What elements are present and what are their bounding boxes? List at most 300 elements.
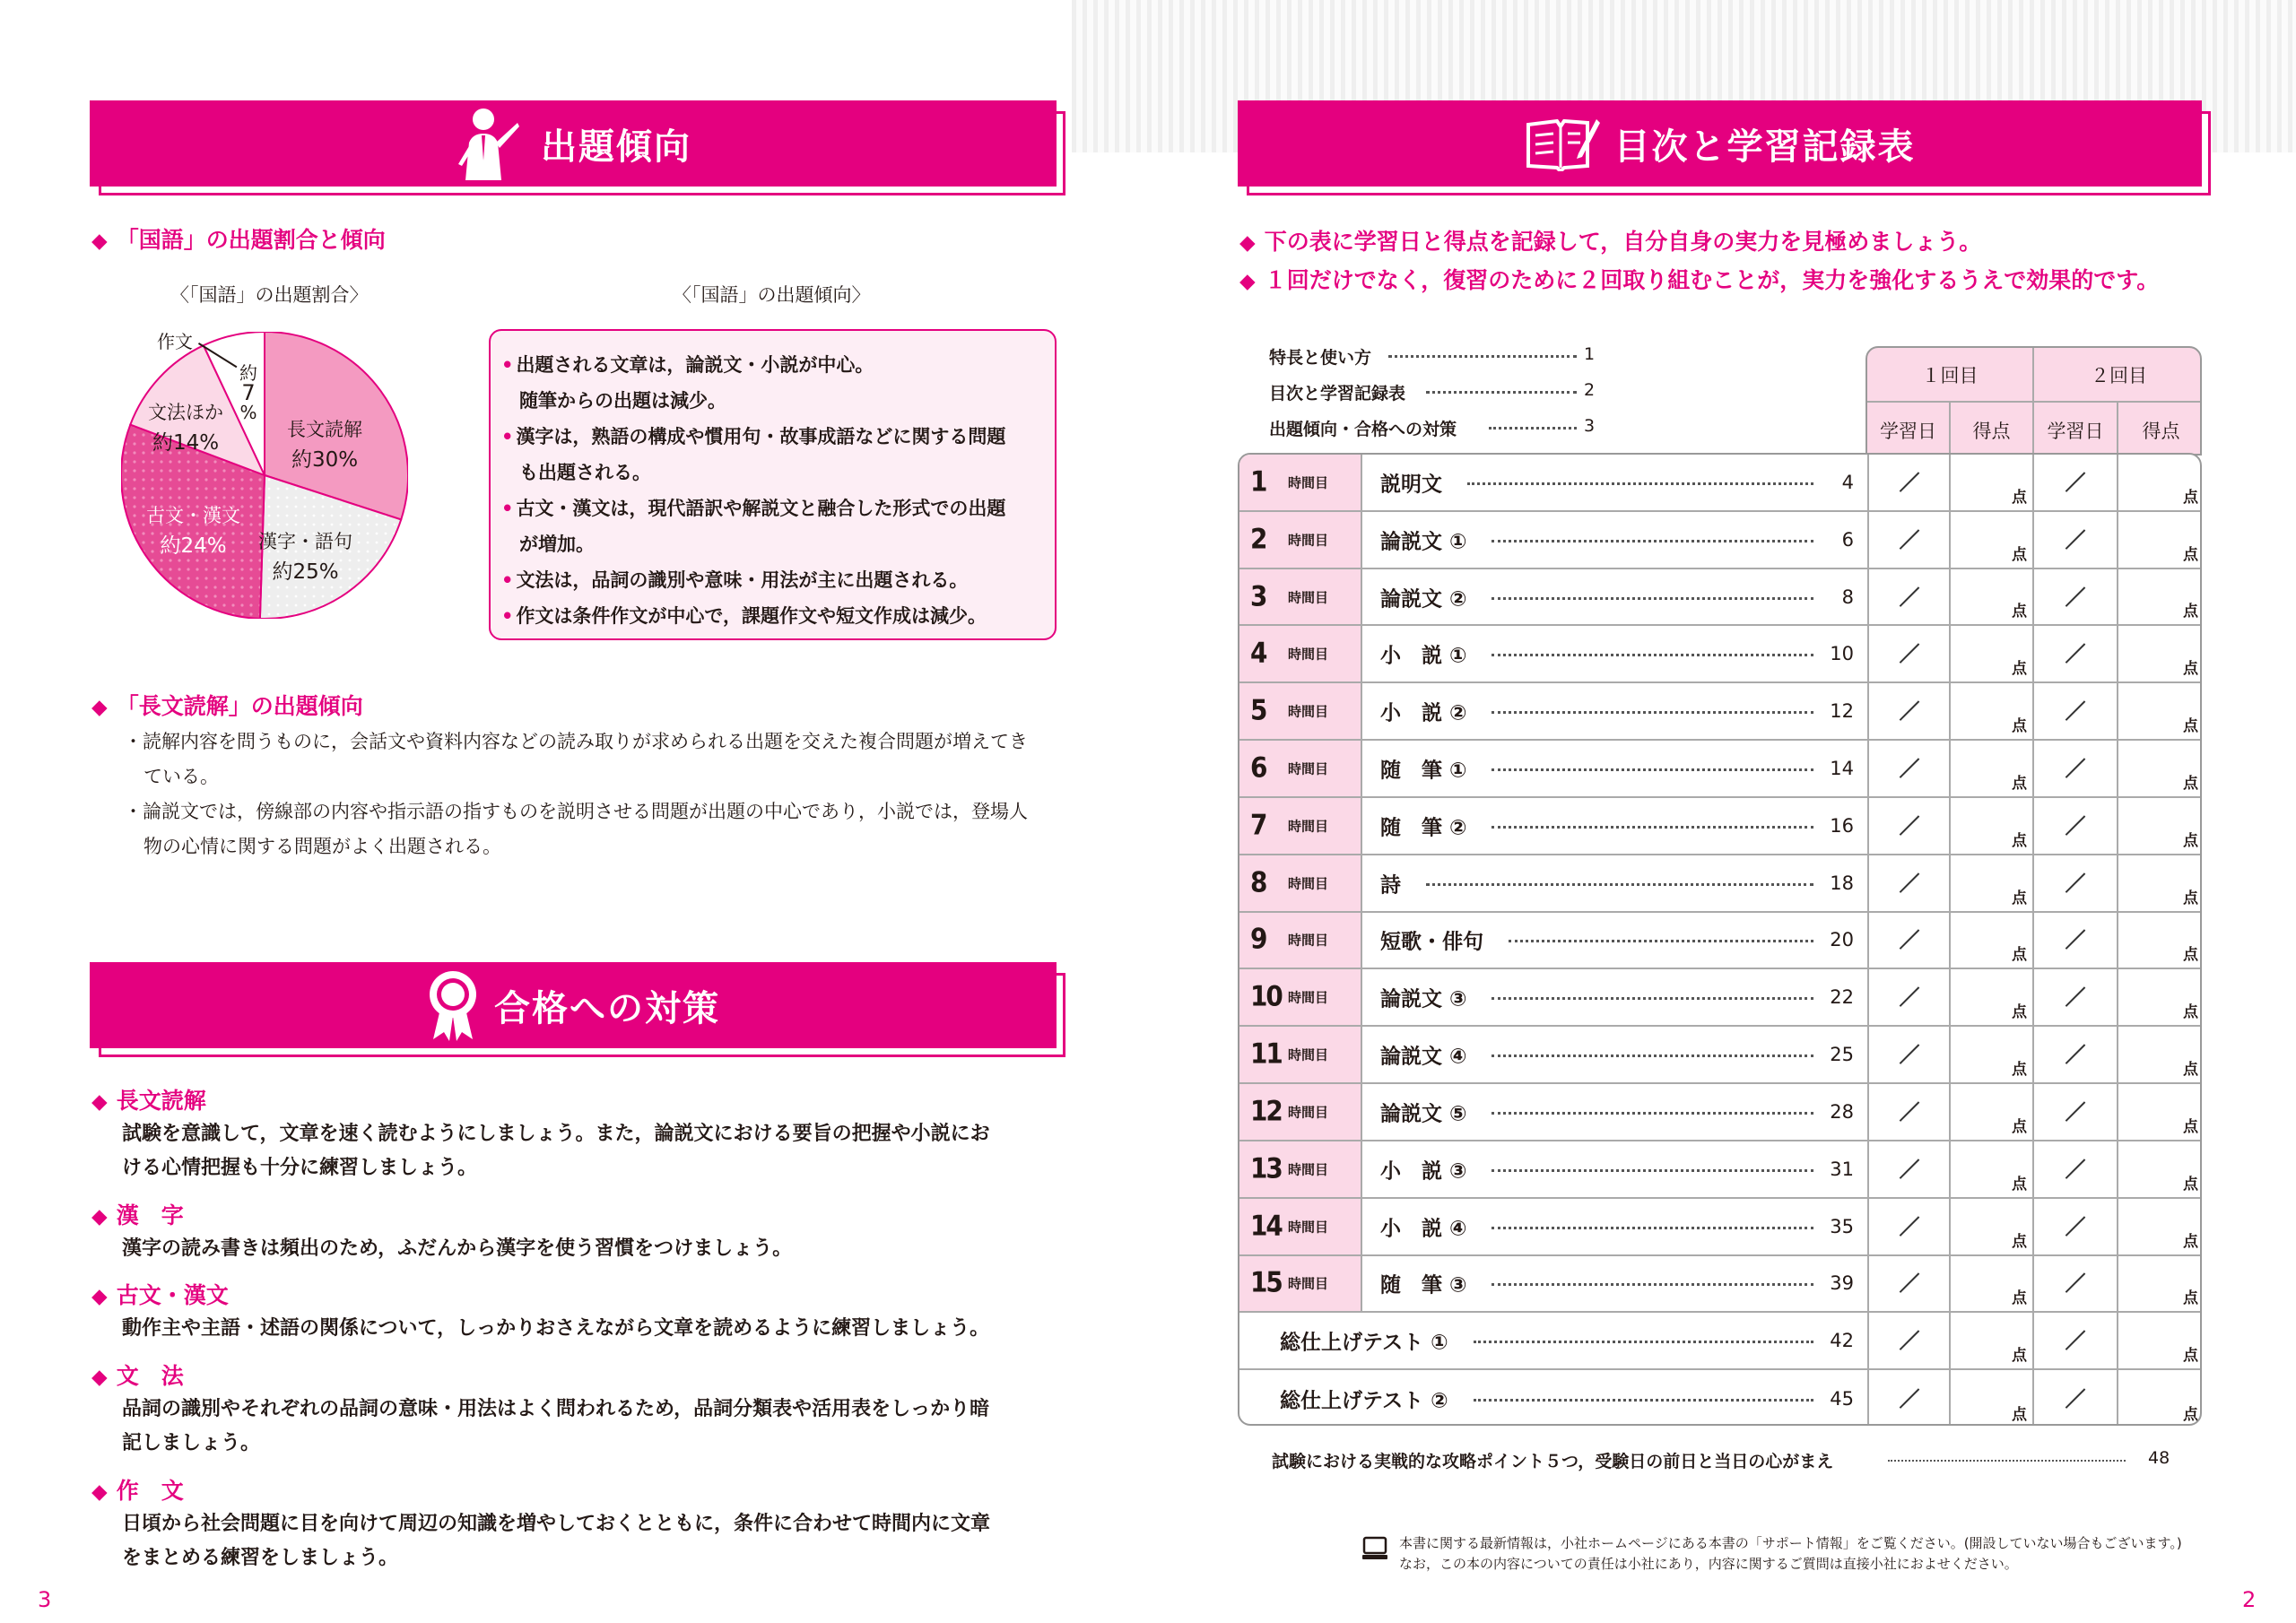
toc-pre-leader	[1388, 355, 1577, 358]
lesson-title[interactable]: 論説文 ⑤	[1380, 1102, 1467, 1126]
lesson-title[interactable]: 論説文 ②	[1380, 587, 1467, 612]
score-unit: 点	[2012, 717, 2027, 736]
score-cell[interactable]	[1951, 1256, 2034, 1312]
toc-leader	[1474, 1399, 1813, 1402]
study-date-cell[interactable]	[1867, 683, 1951, 739]
score-cell[interactable]	[2118, 1313, 2202, 1368]
study-date-cell[interactable]	[2034, 855, 2118, 911]
score-cell[interactable]	[1951, 1027, 2034, 1082]
lesson-title[interactable]: 説明文	[1380, 473, 1442, 497]
trend-item-cont: 随筆からの出題は減少。	[519, 390, 726, 412]
hour-label: 時間目	[1288, 646, 1329, 663]
score-cell[interactable]	[1951, 455, 2034, 510]
toc-pre-item[interactable]: 特長と使い方	[1269, 348, 1372, 368]
hour-cell	[1239, 683, 1362, 739]
lesson-page: 25	[1830, 1044, 1854, 1066]
date-slash	[2066, 930, 2086, 950]
diamond-icon: ◆	[91, 1205, 108, 1228]
date-slash	[2066, 472, 2086, 492]
study-date-cell[interactable]	[2034, 569, 2118, 625]
hour-number: 13	[1250, 1152, 1282, 1185]
study-date-cell[interactable]	[1867, 798, 1951, 854]
score-cell[interactable]	[2118, 1256, 2202, 1312]
trend-item-cont: も出題される。	[519, 462, 651, 483]
lesson-page: 42	[1830, 1330, 1854, 1352]
date-slash	[2066, 1044, 2086, 1064]
pie-label-kobun: 古文・漢文 約24%	[146, 505, 240, 558]
record-row	[1239, 913, 2202, 970]
subsection-ratio-heading: ◆ 「国語」の出題割合と傾向	[91, 227, 386, 253]
diamond-icon: ◆	[1239, 231, 1256, 255]
hour-cell	[1239, 798, 1362, 854]
lesson-title[interactable]: 随 筆 ②	[1380, 816, 1467, 840]
score-cell[interactable]	[1951, 569, 2034, 625]
score-cell[interactable]	[1951, 512, 2034, 568]
date-slash	[2066, 586, 2086, 607]
date-slash	[2066, 700, 2086, 721]
header-date-2: 学習日	[2034, 403, 2118, 456]
lesson-title[interactable]: 随 筆 ③	[1380, 1273, 1467, 1298]
study-date-cell[interactable]	[1867, 1027, 1951, 1082]
hour-cell	[1239, 1141, 1362, 1197]
record-row	[1239, 569, 2202, 627]
toc-leader	[1492, 997, 1813, 1000]
trend-item: • 文法は，品詞の識別や意味・用法が主に出題される。	[501, 569, 969, 591]
lesson-title[interactable]: 随 筆 ①	[1380, 759, 1467, 783]
lesson-page: 20	[1830, 929, 1854, 951]
date-slash	[2066, 987, 2086, 1008]
hour-cell	[1239, 569, 1362, 625]
study-date-cell[interactable]	[1867, 969, 1951, 1025]
score-unit: 点	[2012, 1003, 2027, 1022]
score-unit: 点	[2183, 889, 2198, 907]
score-unit: 点	[2012, 889, 2027, 907]
score-cell[interactable]	[2118, 913, 2202, 968]
lesson-title[interactable]: 小 説 ④	[1380, 1217, 1467, 1241]
hour-number: 6	[1250, 751, 1266, 785]
section-title-measures	[90, 962, 1057, 1048]
study-date-cell[interactable]	[2034, 1141, 2118, 1197]
score-unit: 点	[2012, 488, 2027, 507]
pie-value-sakubun: 約 7 %	[239, 362, 257, 423]
study-date-cell[interactable]	[1867, 1256, 1951, 1312]
record-row	[1239, 626, 2202, 683]
hour-number: 12	[1250, 1095, 1282, 1128]
score-unit: 点	[2183, 946, 2198, 965]
trend-title: 出題傾向	[541, 126, 691, 168]
header-date-1: 学習日	[1867, 403, 1951, 456]
score-cell[interactable]	[1951, 1141, 2034, 1197]
score-cell[interactable]	[2118, 569, 2202, 625]
study-date-cell[interactable]	[1867, 1199, 1951, 1254]
score-unit: 点	[2012, 1232, 2027, 1251]
date-slash	[1899, 644, 1919, 664]
score-unit: 点	[2012, 1061, 2027, 1080]
hour-label: 時間目	[1288, 1046, 1329, 1063]
score-cell[interactable]	[2118, 512, 2202, 568]
date-slash	[2066, 1388, 2086, 1409]
score-cell[interactable]	[1951, 1199, 2034, 1254]
date-slash	[1899, 586, 1919, 607]
score-unit: 点	[2183, 545, 2198, 564]
record-row	[1239, 455, 2202, 512]
section-title-trend	[90, 100, 1057, 187]
tip-choubun: ◆ 長文読解 試験を意識して，文章を速く読むようにしましょう。また，論説文における要旨の把握や小説にお ける心情把握も十分に練習しましょう。	[91, 1088, 990, 1179]
study-date-cell[interactable]	[1867, 455, 1951, 510]
toc-bottom-item[interactable]: 試験における実戦的な攻略ポイント５つ，受験日の前日と当日の心がまえ	[1272, 1452, 1834, 1471]
study-date-cell[interactable]	[2034, 626, 2118, 681]
lesson-page: 18	[1830, 872, 1854, 894]
toc-leader	[1492, 1283, 1813, 1286]
lesson-title[interactable]: 小 説 ②	[1380, 701, 1467, 725]
hour-label: 時間目	[1288, 589, 1329, 606]
score-cell[interactable]	[1951, 798, 2034, 854]
hour-cell	[1239, 1027, 1362, 1082]
score-cell[interactable]	[2118, 1370, 2202, 1426]
tip-kanji: ◆ 漢 字 漢字の読み書きは頻出のため，ふだんから漢字を使う習慣をつけましょう。	[91, 1202, 793, 1260]
study-date-cell[interactable]	[2034, 913, 2118, 968]
study-date-cell[interactable]	[2034, 1256, 2118, 1312]
date-slash	[1899, 472, 1919, 492]
score-cell[interactable]	[2118, 455, 2202, 510]
study-date-cell[interactable]	[1867, 1370, 1951, 1426]
record-row	[1239, 1027, 2202, 1084]
hour-label: 時間目	[1288, 932, 1329, 949]
score-unit: 点	[2183, 1232, 2198, 1251]
toc-bottom-page: 48	[2148, 1448, 2170, 1468]
score-unit: 点	[2183, 1061, 2198, 1080]
toc-leader	[1492, 826, 1813, 829]
hour-cell	[1239, 1084, 1362, 1140]
toc-leader	[1492, 597, 1813, 600]
toc-pre-leader	[1489, 427, 1577, 430]
lesson-page: 6	[1841, 528, 1854, 551]
toc-title: 目次と学習記録表	[1613, 126, 1916, 168]
date-slash	[1899, 529, 1919, 550]
toc-note-1: ◆ 下の表に学習日と得点を記録して，自分自身の実力を見極めましょう。	[1239, 229, 1982, 255]
toc-leader	[1492, 1169, 1813, 1172]
lesson-page: 12	[1830, 700, 1854, 723]
header-first-attempt: １回目	[1867, 348, 2034, 403]
score-cell[interactable]	[1951, 626, 2034, 681]
lesson-page: 16	[1830, 814, 1854, 837]
date-slash	[2066, 1159, 2086, 1179]
score-cell[interactable]	[2118, 969, 2202, 1025]
diamond-icon: ◆	[91, 1366, 108, 1389]
hour-cell	[1239, 741, 1362, 796]
header-score-1: 得点	[1951, 403, 2034, 456]
date-slash	[1899, 1101, 1919, 1122]
study-date-cell[interactable]	[2034, 455, 2118, 510]
score-cell[interactable]	[1951, 1313, 2034, 1368]
study-date-cell[interactable]	[2034, 798, 2118, 854]
score-cell[interactable]	[2118, 1141, 2202, 1197]
diamond-icon: ◆	[1239, 270, 1256, 293]
study-date-cell[interactable]	[2034, 741, 2118, 796]
score-unit: 点	[2012, 1117, 2027, 1136]
score-cell[interactable]	[2118, 1199, 2202, 1254]
hour-cell	[1239, 913, 1362, 968]
hour-label: 時間目	[1288, 703, 1329, 720]
hour-label: 時間目	[1288, 1219, 1329, 1236]
study-date-cell[interactable]	[2034, 1027, 2118, 1082]
study-date-cell[interactable]	[2034, 1199, 2118, 1254]
toc-leader	[1492, 1055, 1813, 1057]
date-slash	[1899, 758, 1919, 778]
lesson-page: 39	[1830, 1272, 1854, 1295]
record-row	[1239, 1199, 2202, 1256]
score-cell[interactable]	[2118, 683, 2202, 739]
study-date-cell[interactable]	[1867, 512, 1951, 568]
date-slash	[2066, 815, 2086, 836]
study-date-cell[interactable]	[2034, 1084, 2118, 1140]
study-date-cell[interactable]	[1867, 1141, 1951, 1197]
hour-label: 時間目	[1288, 1104, 1329, 1121]
score-unit: 点	[2183, 1117, 2198, 1136]
score-cell[interactable]	[2118, 798, 2202, 854]
record-table	[1238, 453, 2202, 1426]
lesson-page: 35	[1830, 1215, 1854, 1237]
study-date-cell[interactable]	[1867, 855, 1951, 911]
toc-leader	[1492, 654, 1813, 656]
hour-label: 時間目	[1288, 474, 1329, 491]
score-unit: 点	[2012, 660, 2027, 679]
study-date-cell[interactable]	[1867, 913, 1951, 968]
lesson-page: 28	[1830, 1100, 1854, 1123]
lesson-title[interactable]: 小 説 ③	[1380, 1159, 1467, 1184]
lesson-title[interactable]: 小 説 ①	[1380, 644, 1467, 668]
score-unit: 点	[2183, 1175, 2198, 1193]
pie-label-kanji: 漢字・語句 約25%	[258, 531, 352, 584]
hour-cell	[1239, 855, 1362, 911]
record-table-header	[1866, 346, 2202, 456]
score-unit: 点	[2012, 603, 2027, 621]
hour-number: 5	[1250, 694, 1266, 727]
hour-number: 9	[1250, 923, 1266, 956]
rosette-icon	[426, 969, 480, 1041]
toc-leader	[1509, 940, 1813, 942]
toc-leader	[1474, 1341, 1813, 1343]
record-row	[1239, 741, 2202, 798]
toc-pre-page: 2	[1584, 380, 1596, 400]
subsection-choubun-heading: ◆ 「長文読解」の出題傾向	[91, 693, 363, 719]
hour-cell	[1239, 455, 1362, 510]
footer-note-2: なお，この本の内容についての責任は小社にあり，内容に関するご質問は直接小社におよせください。	[1399, 1556, 2018, 1572]
date-slash	[1899, 815, 1919, 836]
score-unit: 点	[2183, 660, 2198, 679]
date-slash	[1899, 987, 1919, 1008]
hour-label: 時間目	[1288, 1275, 1329, 1292]
toc-pre-item[interactable]: 出題傾向・合格への対策	[1269, 420, 1457, 439]
study-date-cell[interactable]	[2034, 1313, 2118, 1368]
trend-item: • 出題される文章は，論説文・小説が中心。	[501, 354, 874, 376]
score-cell[interactable]	[2118, 626, 2202, 681]
score-unit: 点	[2183, 488, 2198, 507]
date-slash	[1899, 1044, 1919, 1064]
record-row	[1239, 512, 2202, 569]
toc-leader	[1426, 883, 1813, 886]
record-row	[1239, 1256, 2202, 1314]
study-date-cell[interactable]	[1867, 569, 1951, 625]
tip-bunpou: ◆ 文 法 品詞の識別やそれぞれの品詞の意味・用法はよく問われるため，品詞分類表や活用表をしっかり暗 記しましょう。	[91, 1363, 990, 1454]
score-cell[interactable]	[2118, 1084, 2202, 1140]
study-date-cell[interactable]	[1867, 741, 1951, 796]
trend-item-cont: が増加。	[519, 534, 595, 555]
diamond-icon: ◆	[91, 1285, 108, 1308]
record-row	[1239, 1313, 2202, 1370]
hour-number: 10	[1250, 980, 1282, 1013]
diamond-icon: ◆	[91, 230, 108, 253]
hour-number: 2	[1250, 522, 1266, 555]
trend-caption: 〈「国語」の出題傾向〉	[673, 284, 871, 306]
lesson-title[interactable]: 総仕上げテスト ②	[1280, 1389, 1448, 1413]
hour-number: 8	[1250, 865, 1266, 898]
score-cell[interactable]	[2118, 1027, 2202, 1082]
toc-pre-item[interactable]: 目次と学習記録表	[1269, 384, 1406, 404]
header-second-attempt: ２回目	[2034, 348, 2202, 403]
score-cell[interactable]	[1951, 683, 2034, 739]
hour-cell	[1239, 1256, 1362, 1312]
date-slash	[1899, 872, 1919, 893]
score-unit: 点	[2183, 1347, 2198, 1366]
hour-number: 11	[1250, 1037, 1282, 1071]
diamond-icon: ◆	[91, 1480, 108, 1504]
date-slash	[1899, 1159, 1919, 1179]
lesson-title[interactable]: 総仕上げテスト ①	[1280, 1331, 1448, 1355]
study-date-cell[interactable]	[2034, 512, 2118, 568]
lesson-title[interactable]: 論説文 ③	[1380, 987, 1467, 1011]
section-title-toc	[1238, 100, 2202, 187]
toc-leader	[1467, 482, 1813, 485]
diamond-icon: ◆	[91, 696, 108, 719]
hour-label: 時間目	[1288, 1161, 1329, 1178]
toc-leader	[1492, 540, 1813, 542]
toc-pre-page: 3	[1584, 416, 1596, 436]
date-slash	[2066, 872, 2086, 893]
date-slash	[1899, 1216, 1919, 1237]
header-score-2: 得点	[2142, 420, 2180, 442]
hour-label: 時間目	[1288, 818, 1329, 835]
hour-number: 15	[1250, 1266, 1282, 1299]
page-number-left: 3	[38, 1587, 52, 1612]
study-date-cell[interactable]	[1867, 1084, 1951, 1140]
hour-cell	[1239, 1199, 1362, 1254]
diamond-icon: ◆	[91, 1090, 108, 1114]
lesson-title[interactable]: 論説文 ①	[1380, 530, 1467, 554]
record-row	[1239, 855, 2202, 913]
score-cell[interactable]	[1951, 913, 2034, 968]
lesson-title[interactable]: 論説文 ④	[1380, 1045, 1467, 1069]
lesson-page: 8	[1841, 586, 1854, 608]
tip-kobun: ◆ 古文・漢文 動作主や主語・述語の関係について，しっかりおさえながら文章を読めるように練習しましょう。	[91, 1282, 990, 1340]
score-cell[interactable]	[1951, 1084, 2034, 1140]
hour-number: 14	[1250, 1209, 1282, 1242]
score-cell[interactable]	[1951, 741, 2034, 796]
computer-icon	[1361, 1536, 1388, 1561]
choubun-trend-text: ・読解内容を問うものに，会話文や資料内容などの読み取りが求められる出題を交えた複合問題が増えてき ている。 ・論説文では，傍線部の内容や指示語の指すものを説明させる問題が出題の中心であり，小説では，登場人 物の心情に関する問題がよく出題される。	[124, 731, 1028, 857]
date-slash	[1899, 930, 1919, 950]
measures-title: 合格への対策	[494, 987, 720, 1029]
score-unit: 点	[2183, 1405, 2198, 1424]
lesson-page: 31	[1830, 1158, 1854, 1180]
score-unit: 点	[2012, 545, 2027, 564]
lesson-page: 4	[1841, 471, 1854, 493]
record-row	[1239, 1370, 2202, 1426]
pie-caption: 〈「国語」の出題割合〉	[170, 284, 369, 306]
date-slash	[2066, 529, 2086, 550]
hour-label: 時間目	[1288, 532, 1329, 549]
hour-number: 1	[1250, 465, 1266, 499]
score-cell[interactable]	[1951, 1370, 2034, 1426]
hour-number: 3	[1250, 579, 1266, 612]
date-slash	[2066, 1216, 2086, 1237]
date-slash	[1899, 1388, 1919, 1409]
record-row	[1239, 1084, 2202, 1141]
hour-number: 7	[1250, 809, 1266, 842]
toc-leader	[1492, 711, 1813, 714]
hour-label: 時間目	[1288, 875, 1329, 892]
lesson-title[interactable]: 詩	[1380, 873, 1401, 898]
tip-sakubun: ◆ 作 文 日頃から社会問題に目を向けて周辺の知識を増やしておくとともに，条件に合わせて時間内に文章 をまとめる練習をしましょう。	[91, 1478, 991, 1569]
record-row	[1239, 969, 2202, 1027]
lesson-page: 10	[1830, 643, 1854, 665]
trend-item: • 古文・漢文は，現代語訳や解説文と融合した形式での出題	[501, 498, 1006, 519]
trend-box	[489, 329, 1057, 640]
hour-label: 時間目	[1288, 760, 1329, 777]
lesson-page: 14	[1830, 758, 1854, 780]
score-unit: 点	[2012, 946, 2027, 965]
study-date-cell[interactable]	[1867, 626, 1951, 681]
score-cell[interactable]	[1951, 855, 2034, 911]
score-unit: 点	[2183, 603, 2198, 621]
date-slash	[2066, 644, 2086, 664]
score-unit: 点	[2183, 831, 2198, 850]
score-cell[interactable]	[2118, 741, 2202, 796]
record-row	[1239, 683, 2202, 741]
score-unit: 点	[2012, 1175, 2027, 1193]
toc-pre-leader	[1426, 391, 1577, 394]
study-date-cell[interactable]	[2034, 683, 2118, 739]
study-date-cell[interactable]	[2034, 969, 2118, 1025]
study-date-cell[interactable]	[2034, 1370, 2118, 1426]
score-cell[interactable]	[2118, 855, 2202, 911]
hour-number: 4	[1250, 637, 1266, 670]
score-unit: 点	[2012, 831, 2027, 850]
pie-label-sakubun: 作文	[157, 331, 193, 352]
pie-label-bunpou: 文法ほか 約14%	[148, 402, 223, 455]
toc-bottom-leader	[1888, 1460, 2126, 1462]
hour-cell	[1239, 626, 1362, 681]
score-unit: 点	[2183, 717, 2198, 736]
footer-note-1: 本書に関する最新情報は，小社ホームページにある本書の「サポート情報」をご覧ください。(開設していない場合もございます。)	[1399, 1535, 2182, 1551]
page-number-right: 2	[2242, 1587, 2257, 1612]
score-cell[interactable]	[1951, 969, 2034, 1025]
hour-cell	[1239, 512, 1362, 568]
toc-pre-page: 1	[1584, 344, 1596, 364]
score-unit: 点	[2012, 1347, 2027, 1366]
lesson-page: 22	[1830, 986, 1854, 1009]
score-unit: 点	[2012, 1289, 2027, 1308]
date-slash	[2066, 1331, 2086, 1351]
record-row	[1239, 1141, 2202, 1199]
score-unit: 点	[2183, 774, 2198, 793]
score-unit: 点	[2183, 1003, 2198, 1022]
lesson-title[interactable]: 短歌・俳句	[1380, 930, 1483, 954]
study-date-cell[interactable]	[1867, 1313, 1951, 1368]
toc-leader	[1492, 1227, 1813, 1229]
lesson-page: 45	[1830, 1388, 1854, 1410]
date-slash	[1899, 1331, 1919, 1351]
